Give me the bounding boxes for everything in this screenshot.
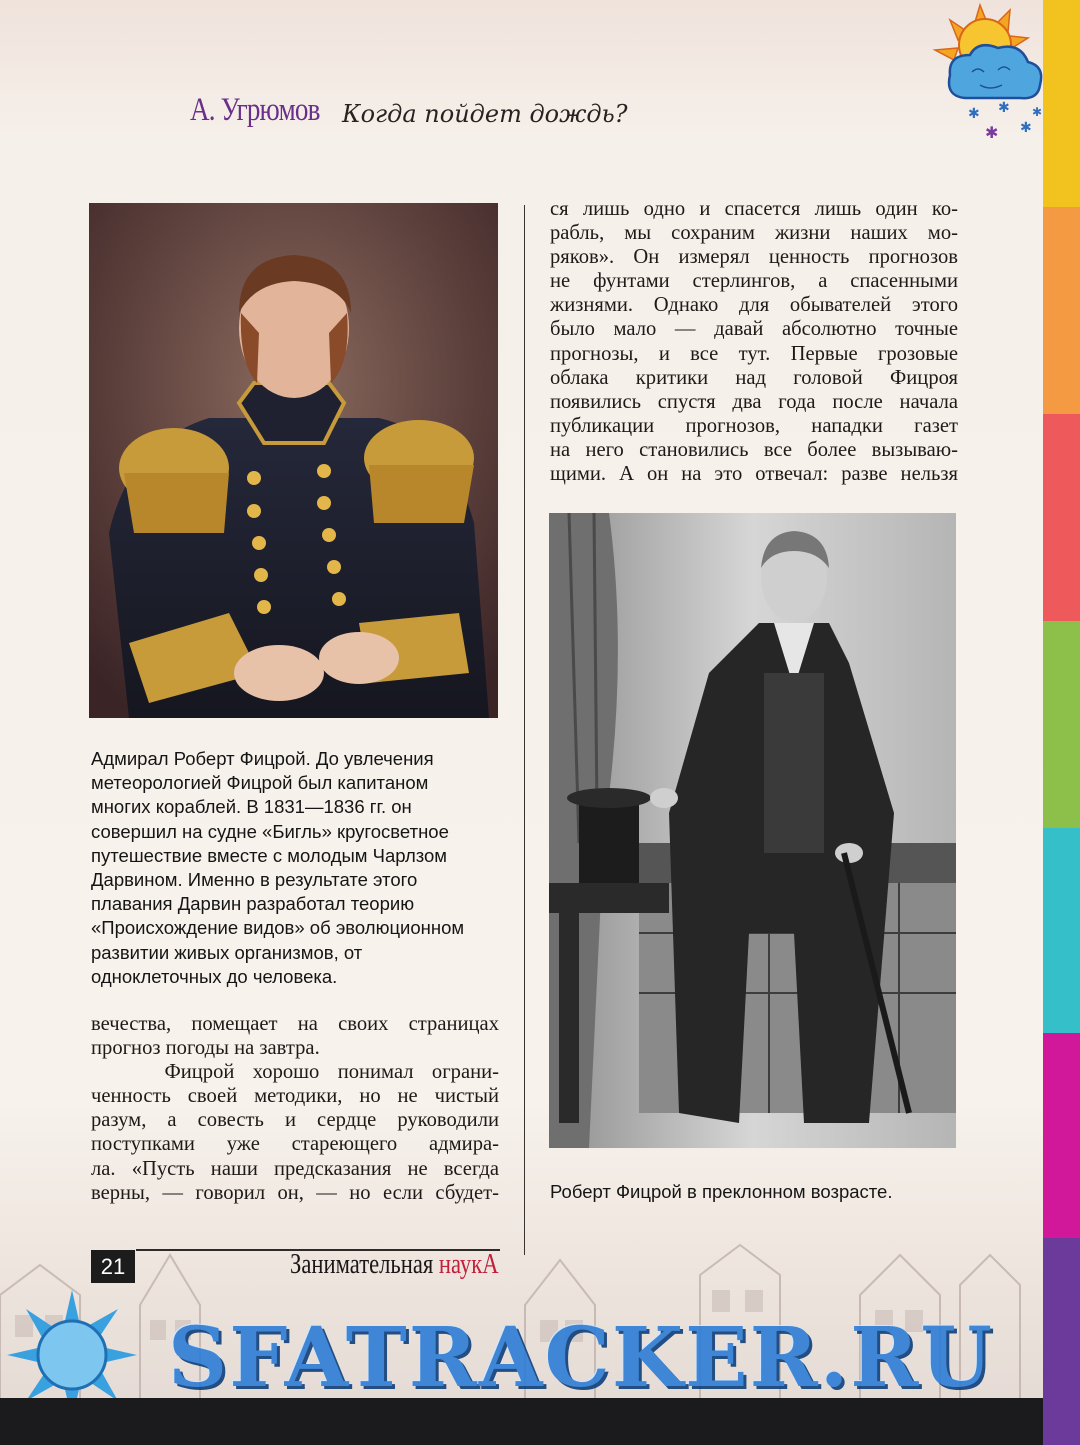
color-tab-red xyxy=(1043,414,1080,621)
caption-line: развитии живых организмов, от xyxy=(91,941,363,963)
sun-cloud-icon xyxy=(920,0,1045,160)
svg-text:✱: ✱ xyxy=(1020,121,1032,136)
text-line: поступками уже стареющего адмира- xyxy=(91,1133,499,1156)
color-tab-purple xyxy=(1043,1238,1080,1445)
caption-line: метеорологией Фицрой был капитаном xyxy=(91,772,429,794)
text-line: ряков». Он измерял ценность прогнозов xyxy=(550,246,958,269)
side-color-tabs xyxy=(1043,0,1080,1445)
text-line: на него становились все более вызываю- xyxy=(550,438,958,461)
text-line: верны, — говорил он, — но если сбудет- xyxy=(91,1181,499,1204)
caption-line: совершил на судне «Бигль» кругосветное xyxy=(91,820,449,842)
text-line: прогноз погоды на завтра. xyxy=(91,1037,320,1060)
caption-line: путешествие вместе с молодым Чарлзом xyxy=(91,844,448,866)
page-number: 21 xyxy=(91,1250,135,1283)
text-line: было мало — давай абсолютно точные xyxy=(550,318,958,341)
text-line: разум, а совесть и сердце руководили xyxy=(91,1109,499,1132)
text-line: появились спустя два года после начала xyxy=(550,390,958,413)
svg-text:✱: ✱ xyxy=(985,125,999,142)
caption-line: плавания Дарвин разработал теорию xyxy=(91,893,415,915)
color-tab-green xyxy=(1043,621,1080,828)
article-title: Когда пойдет дождь? xyxy=(342,100,628,128)
svg-text:✱: ✱ xyxy=(968,107,980,122)
magazine-name-main: Занимательная xyxy=(290,1248,439,1280)
text-line: ся лишь одно и спасется лишь один ко- xyxy=(550,198,958,220)
text-line: ла. «Пусть наши предсказания не всегда xyxy=(91,1157,499,1180)
author-name: А. Угрюмов xyxy=(190,92,320,128)
watermark-text: SFATRACKER.RU xyxy=(168,1310,994,1406)
magazine-name xyxy=(290,1248,499,1281)
color-tab-teal xyxy=(1043,828,1080,1033)
caption-line: одноклеточных до человека. xyxy=(91,965,338,987)
text-line: щими. А он на это отвечал: разве нельзя xyxy=(550,463,958,486)
svg-text:✱: ✱ xyxy=(1032,105,1043,119)
text-line: вечества, помещает на своих страницах xyxy=(91,1013,499,1035)
admiral-portrait-image xyxy=(89,203,498,718)
fitzroy-elderly-photo xyxy=(549,513,956,1148)
text-line: публикации прогнозов, нападки газет xyxy=(550,414,958,437)
caption-line: многих кораблей. В 1831—1836 гг. он xyxy=(91,796,412,818)
caption-line: Дарвином. Именно в результате этого xyxy=(91,869,418,891)
color-tab-yellow xyxy=(1043,0,1080,207)
svg-text:✱: ✱ xyxy=(998,101,1010,116)
magazine-name-accent: наукА xyxy=(438,1248,499,1280)
caption-line: Адмирал Роберт Фицрой. До увлечения xyxy=(91,748,434,769)
text-line: ченность своей методики, но не чистый xyxy=(91,1085,499,1108)
caption-line: «Происхождение видов» об эволюционном xyxy=(91,917,465,939)
color-tab-orange xyxy=(1043,207,1080,414)
portrait-caption xyxy=(91,747,511,989)
photo-caption: Роберт Фицрой в преклонном возрасте. xyxy=(550,1181,893,1202)
article-text-right-column xyxy=(550,197,958,486)
text-line: жизнями. Однако для обывателей этого xyxy=(550,294,958,317)
text-line: не фунтами стерлингов, а спасенными xyxy=(550,270,958,293)
color-tab-magenta xyxy=(1043,1033,1080,1238)
text-line: прогнозы, и все тут. Первые грозовые xyxy=(550,342,958,365)
text-line: облака критики над головой Фицроя xyxy=(550,366,958,389)
text-line: рабль, мы сохраним жизни наших мо- xyxy=(550,222,958,245)
column-divider xyxy=(524,205,525,1255)
article-text-left-column xyxy=(91,1012,499,1205)
text-line: Фицрой хорошо понимал ограни- xyxy=(91,1061,499,1084)
